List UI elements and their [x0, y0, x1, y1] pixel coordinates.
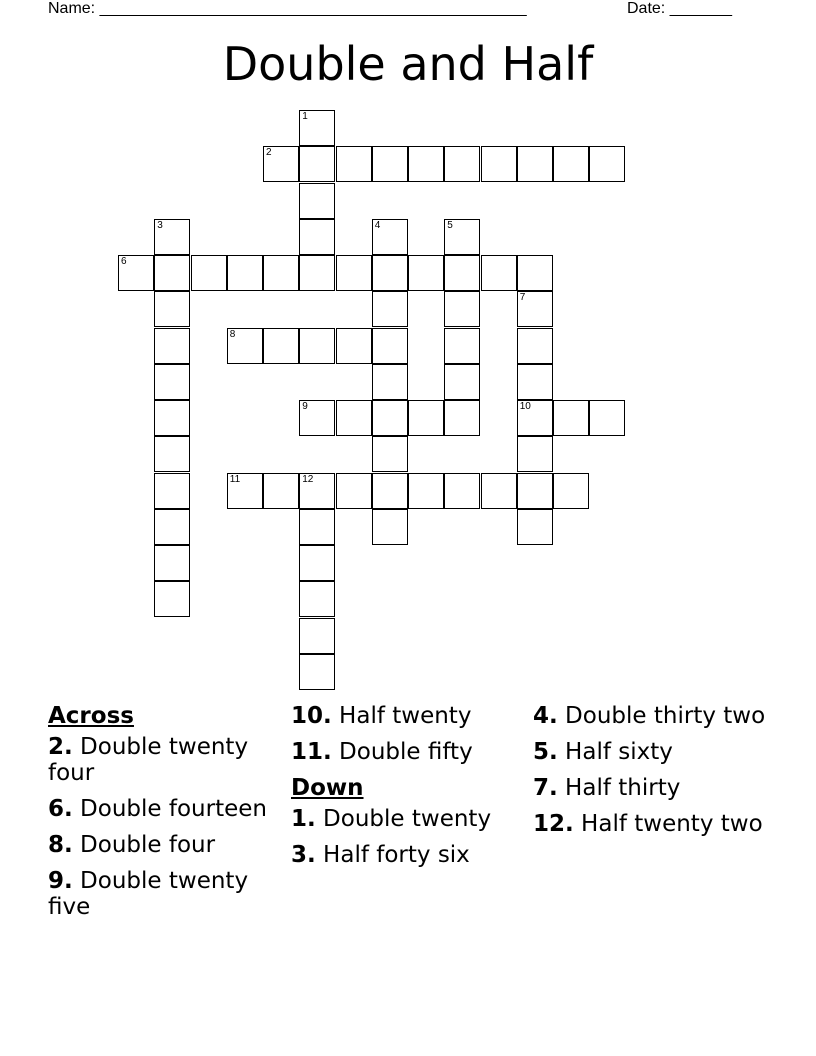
clue-across-11: 11. Double fifty	[291, 739, 473, 765]
date-field-label: Date: _______	[627, 0, 732, 17]
grid-cell[interactable]	[372, 328, 408, 364]
clue-number: 8	[229, 328, 236, 340]
grid-cell[interactable]	[154, 328, 190, 364]
grid-cell[interactable]	[154, 509, 190, 545]
grid-cell[interactable]	[444, 255, 480, 291]
grid-cell[interactable]	[517, 255, 553, 291]
grid-cell[interactable]	[517, 509, 553, 545]
grid-cell[interactable]	[299, 473, 335, 509]
grid-cell[interactable]	[481, 473, 517, 509]
clues-column-2	[291, 703, 526, 878]
grid-cell[interactable]	[263, 146, 299, 182]
grid-cell[interactable]	[154, 219, 190, 255]
grid-cell[interactable]	[263, 255, 299, 291]
grid-cell[interactable]	[372, 473, 408, 509]
grid-cell[interactable]	[372, 364, 408, 400]
name-field-label: Name: ________________________________________________	[48, 0, 527, 17]
grid-cell[interactable]	[517, 146, 553, 182]
clue-across-2: 2. Double twenty four	[48, 734, 249, 786]
grid-cell[interactable]	[444, 473, 480, 509]
grid-cell[interactable]	[553, 146, 589, 182]
grid-cell[interactable]	[481, 146, 517, 182]
grid-cell[interactable]	[299, 581, 335, 617]
clue-number: 4	[374, 219, 381, 231]
grid-cell[interactable]	[372, 219, 408, 255]
grid-cell[interactable]	[372, 400, 408, 436]
clue-down-12: 12. Half twenty two	[533, 811, 763, 837]
grid-cell[interactable]	[372, 255, 408, 291]
clue-down-1: 1. Double twenty	[291, 806, 492, 832]
clues-column-1	[48, 703, 283, 930]
grid-cell[interactable]	[191, 255, 227, 291]
grid-cell[interactable]	[444, 364, 480, 400]
grid-cell[interactable]	[154, 545, 190, 581]
grid-cell[interactable]	[589, 146, 625, 182]
page-title: Double and Half	[222, 37, 594, 91]
grid-cell[interactable]	[589, 400, 625, 436]
grid-cell[interactable]	[444, 291, 480, 327]
grid-cell[interactable]	[299, 328, 335, 364]
grid-cell[interactable]	[517, 436, 553, 472]
grid-cell[interactable]	[299, 183, 335, 219]
grid-cell[interactable]	[154, 364, 190, 400]
grid-cell[interactable]	[299, 219, 335, 255]
grid-cell[interactable]	[336, 328, 372, 364]
grid-cell[interactable]	[517, 473, 553, 509]
grid-cell[interactable]	[299, 654, 335, 690]
grid-cell[interactable]	[336, 400, 372, 436]
clue-number: 2	[266, 147, 272, 159]
clue-across-6: 6. Double fourteen	[48, 796, 267, 822]
across-heading: Across	[48, 703, 134, 729]
grid-cell[interactable]	[299, 545, 335, 581]
down-heading: Down	[291, 775, 364, 801]
grid-cell[interactable]	[154, 255, 190, 291]
grid-cell[interactable]	[154, 291, 190, 327]
grid-cell[interactable]	[517, 364, 553, 400]
clue-number: 9	[302, 401, 308, 412]
grid-cell[interactable]	[263, 473, 299, 509]
grid-cell[interactable]	[553, 473, 589, 509]
clues-column-3	[533, 703, 768, 847]
clue-across-9: 9. Double twenty five	[48, 868, 249, 920]
grid-cell[interactable]	[299, 509, 335, 545]
grid-cell[interactable]	[336, 146, 372, 182]
clue-number: 10	[519, 401, 531, 412]
clue-across-8: 8. Double four	[48, 832, 216, 858]
grid-cell[interactable]	[263, 328, 299, 364]
clue-number: 7	[519, 292, 526, 304]
grid-cell[interactable]	[444, 146, 480, 182]
grid-cell[interactable]	[517, 328, 553, 364]
grid-cell[interactable]	[372, 436, 408, 472]
grid-cell[interactable]	[154, 400, 190, 436]
grid-cell[interactable]	[517, 400, 553, 436]
clue-number: 3	[157, 219, 163, 231]
clue-down-5: 5. Half sixty	[533, 739, 673, 765]
grid-cell[interactable]	[299, 618, 335, 654]
grid-cell[interactable]	[517, 291, 553, 327]
grid-cell[interactable]	[299, 146, 335, 182]
clue-down-4: 4. Double thirty two	[533, 703, 766, 729]
grid-cell[interactable]	[227, 473, 263, 509]
grid-cell[interactable]	[227, 328, 263, 364]
grid-cell[interactable]	[444, 400, 480, 436]
grid-cell[interactable]	[372, 509, 408, 545]
grid-cell[interactable]	[336, 473, 372, 509]
grid-cell[interactable]	[553, 400, 589, 436]
grid-cell[interactable]	[444, 328, 480, 364]
grid-cell[interactable]	[154, 581, 190, 617]
grid-cell[interactable]	[408, 473, 444, 509]
grid-cell[interactable]	[154, 473, 190, 509]
grid-cell[interactable]	[481, 255, 517, 291]
grid-cell[interactable]	[408, 400, 444, 436]
clue-across-10: 10. Half twenty	[291, 703, 472, 729]
grid-cell[interactable]	[227, 255, 263, 291]
grid-cell[interactable]	[299, 400, 335, 436]
grid-cell[interactable]	[118, 255, 154, 291]
grid-cell[interactable]	[154, 436, 190, 472]
grid-cell[interactable]	[372, 146, 408, 182]
grid-cell[interactable]	[372, 291, 408, 327]
clue-number: 11	[229, 473, 241, 485]
clue-number: 6	[121, 256, 127, 267]
grid-cell[interactable]	[408, 146, 444, 182]
clue-down-7: 7. Half thirty	[533, 775, 681, 801]
clue-number: 12	[302, 473, 314, 485]
clue-number: 5	[447, 219, 453, 231]
clue-number: 1	[302, 111, 308, 122]
grid-cell[interactable]	[299, 255, 335, 291]
grid-cell[interactable]	[336, 255, 372, 291]
grid-cell[interactable]	[444, 219, 480, 255]
grid-cell[interactable]	[408, 255, 444, 291]
clue-down-3: 3. Half forty six	[291, 842, 470, 868]
grid-cell[interactable]	[299, 110, 335, 146]
